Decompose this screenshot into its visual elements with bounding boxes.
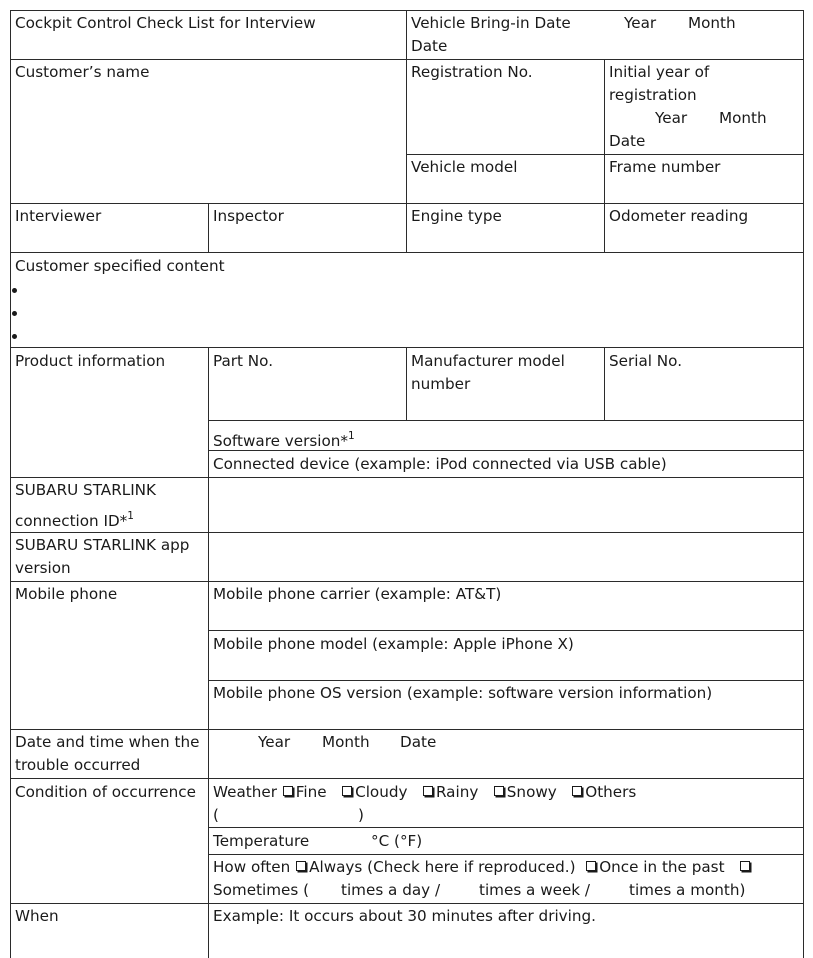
weather-snowy-checkbox[interactable] [494, 786, 504, 796]
rule-below-product [10, 477, 804, 478]
starlink-app-label-line2: version [15, 559, 71, 577]
odometer-label: Odometer reading [609, 207, 749, 225]
times-a-month-label: times a month) [629, 881, 746, 899]
weather-snowy-label: Snowy [506, 783, 557, 801]
others-paren-close: ) [358, 806, 364, 824]
interviewer-label: Interviewer [15, 207, 102, 225]
condition-label: Condition of occurrence [15, 783, 196, 801]
bring-in-month-label: Month [688, 14, 736, 32]
bullet-1 [12, 288, 17, 293]
bullet-2 [12, 311, 17, 316]
bring-in-day-label: Date [411, 37, 448, 55]
starlink-connection-text: connection ID* [15, 512, 128, 531]
times-a-day-label: times a day / [341, 881, 441, 899]
part-no-label: Part No. [213, 352, 274, 370]
initial-year-label-line1: Initial year of [609, 63, 710, 81]
bullet-3 [12, 334, 17, 339]
bring-in-year-label: Year [624, 14, 657, 32]
weather-others-checkbox[interactable] [572, 786, 582, 796]
rule-below-header [10, 59, 804, 60]
rule-below-carrier [208, 630, 804, 631]
sometimes-checkbox[interactable] [740, 861, 750, 871]
starlink-app-label-line1: SUBARU STARLINK app [15, 536, 190, 554]
once-checkbox[interactable] [586, 861, 596, 871]
rule-below-staff [10, 252, 804, 253]
how-often-row [213, 856, 753, 879]
software-version-footnote: 1 [348, 430, 355, 442]
frame-number-label: Frame number [609, 158, 721, 176]
trouble-month-label: Month [322, 733, 370, 751]
temperature-label: Temperature [213, 832, 310, 850]
when-label: When [15, 907, 59, 925]
temperature-unit: °C (°F) [371, 832, 423, 850]
form-border-right [803, 10, 804, 958]
rule-below-mobile [10, 729, 804, 730]
vehicle-model-label: Vehicle model [411, 158, 518, 176]
weather-cloudy-checkbox[interactable] [342, 786, 352, 796]
divider-product-a [406, 347, 407, 420]
connected-device-label: Connected device (example: iPod connected via USB cable) [213, 455, 667, 473]
rule-below-model [208, 680, 804, 681]
sometimes-label: Sometimes ( [213, 881, 310, 899]
weather-cloudy-label: Cloudy [355, 783, 408, 801]
trouble-date-label-line1: Date and time when the [15, 733, 200, 751]
weather-fine-label: Fine [295, 783, 327, 801]
registration-no-label: Registration No. [411, 63, 533, 81]
bring-in-date-label: Vehicle Bring-in Date [411, 14, 571, 32]
specified-content-label: Customer specified content [15, 257, 225, 275]
trouble-year-label: Year [258, 733, 291, 751]
rule-below-weather [208, 827, 804, 828]
rule-below-app [10, 581, 804, 582]
rule-below-customer [10, 203, 804, 204]
weather-fine-checkbox[interactable] [283, 786, 293, 796]
divider-customer-b [604, 59, 605, 253]
rule-below-temperature [208, 854, 804, 855]
when-example: Example: It occurs about 30 minutes after driving. [213, 907, 596, 925]
divider-product-b [604, 347, 605, 420]
rule-below-registration [406, 154, 804, 155]
starlink-connection-label-line1: SUBARU STARLINK [15, 481, 157, 499]
manufacturer-model-label-line1: Manufacturer model [411, 352, 565, 370]
software-version-text: Software version* [213, 432, 348, 451]
divider-product-label [208, 347, 209, 958]
serial-no-label: Serial No. [609, 352, 683, 370]
initial-year-date: Date [609, 132, 646, 150]
weather-row [213, 781, 636, 804]
once-label: Once in the past [599, 858, 725, 876]
weather-label: Weather [213, 783, 277, 801]
rule-below-specified [10, 347, 804, 348]
always-checkbox[interactable] [296, 861, 306, 871]
form-border-left [10, 10, 11, 958]
always-label: Always (Check here if reproduced.) [309, 858, 576, 876]
starlink-connection-footnote: 1 [127, 510, 134, 522]
inspector-label: Inspector [213, 207, 284, 225]
divider-customer-a [406, 59, 407, 253]
mobile-carrier-label: Mobile phone carrier (example: AT&T) [213, 585, 502, 603]
form-title: Cockpit Control Check List for Interview [15, 14, 316, 32]
initial-year-month: Month [719, 109, 767, 127]
weather-others-label: Others [585, 783, 637, 801]
engine-type-label: Engine type [411, 207, 502, 225]
customer-name-label: Customer’s name [15, 63, 150, 81]
starlink-connection-label-line2 [15, 506, 134, 533]
how-often-label: How often [213, 858, 291, 876]
divider-header [406, 10, 407, 59]
mobile-os-label: Mobile phone OS version (example: software version information) [213, 684, 713, 702]
mobile-phone-label: Mobile phone [15, 585, 118, 603]
others-paren-open: ( [213, 806, 219, 824]
product-info-label: Product information [15, 352, 166, 370]
software-version-label [213, 426, 355, 453]
divider-staff [208, 203, 209, 252]
initial-year-year: Year [655, 109, 688, 127]
trouble-date-label-line2: trouble occurred [15, 756, 141, 774]
manufacturer-model-label-line2: number [411, 375, 471, 393]
mobile-model-label: Mobile phone model (example: Apple iPhone X) [213, 635, 574, 653]
trouble-day-label: Date [400, 733, 437, 751]
rule-below-part-no [208, 420, 804, 421]
weather-rainy-checkbox[interactable] [423, 786, 433, 796]
initial-year-label-line2: registration [609, 86, 697, 104]
rule-below-trouble [10, 778, 804, 779]
weather-rainy-label: Rainy [435, 783, 479, 801]
times-a-week-label: times a week / [479, 881, 591, 899]
rule-top [10, 10, 804, 11]
rule-below-condition [10, 903, 804, 904]
